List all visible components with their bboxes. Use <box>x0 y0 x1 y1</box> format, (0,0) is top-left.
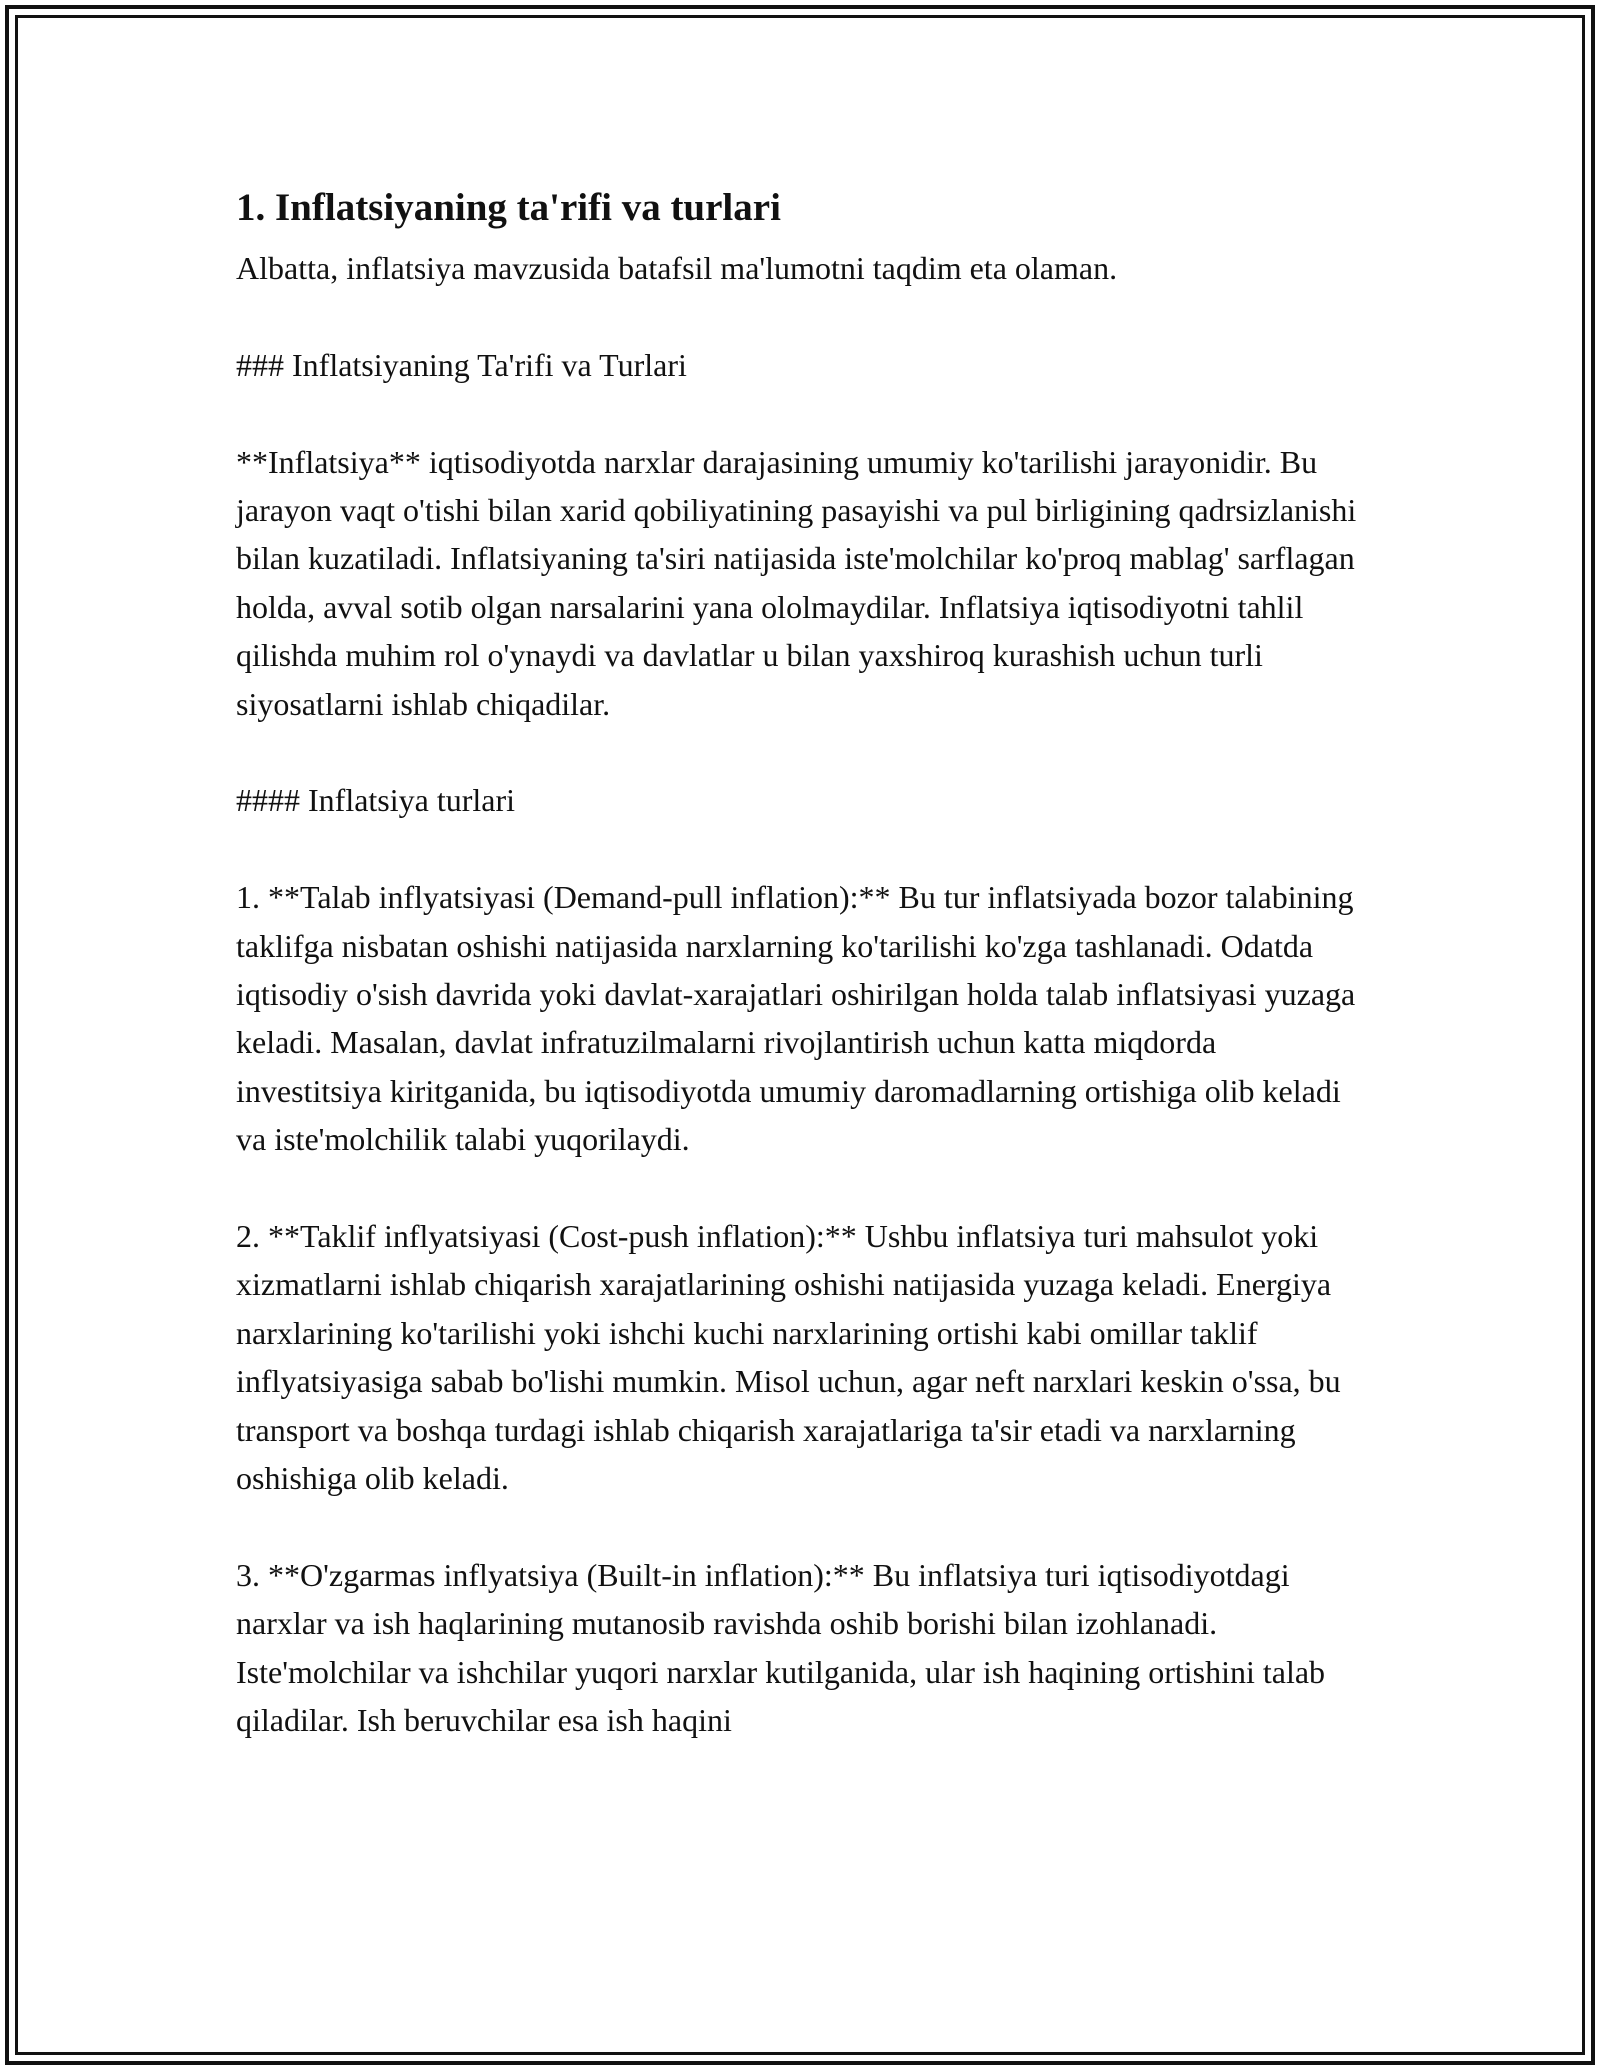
intro-paragraph: Albatta, inflatsiya mavzusida batafsil ma'lumotni taqdim eta olaman. <box>236 250 1118 286</box>
list-item-demand-pull: 1. **Talab inflyatsiyasi (Demand-pull inflation):** Bu tur inflatsiyada bozor talabining taklifga nisbatan oshishi natijasida narxlarning ko'tarilishi ko'zga tashlanadi. Odatda iqtisodiy o'sish davrida yoki davlat-xarajatlari oshirilgan holda talab inflatsiyasi yuzaga keladi. Masalan, davlat infratuzilmalarni rivojlantirish uchun katta miqdorda investitsiya kiritganida, bu iqtisodiyotda umumiy daromadlarning ortishiga olib keladi va iste'molchilik talabi yuqorilaydi. <box>236 879 1356 1158</box>
document-body <box>236 180 1366 1745</box>
document-title: 1. Inflatsiyaning ta'rifi va turlari <box>236 186 781 229</box>
definition-paragraph: **Inflatsiya** iqtisodiyotda narxlar darajasining umumiy ko'tarilishi jarayonidir. Bu jarayon vaqt o'tishi bilan xarid qobiliyatining pasayishi va pul birligining qadrsizlanishi bilan kuzatiladi. Inflatsiyaning ta'siri natijasida iste'molchilar ko'proq mablag' sarflagan holda, avval sotib olgan narsalarini yana ololmaydilar. Inflatsiya iqtisodiyotni tahlil qilishda muhim rol o'ynaydi va davlatlar u bilan yaxshiroq kurashish uchun turli siyosatlarni ishlab chiqadilar. <box>236 443 1357 722</box>
list-item-built-in: 3. **O'zgarmas inflyatsiya (Built-in inflation):** Bu inflatsiya turi iqtisodiyotdagi narxlar va ish haqlarining mutanosib ravishda oshib borishi bilan izohlanadi. Iste'molchilar va ishchilar yuqori narxlar kutilganida, ular ish haqining ortishini talab qiladilar. Ish beruvchilar esa ish haqini <box>236 1556 1326 1739</box>
markdown-heading-definition: ### Inflatsiyaning Ta'rifi va Turlari <box>236 346 687 383</box>
list-item-cost-push: 2. **Taklif inflyatsiyasi (Cost-push inflation):** Ushbu inflatsiya turi mahsulot yoki xizmatlarni ishlab chiqarish xarajatlarining oshishi natijasida yuzaga keladi. Energiya narxlarining ko'tarilishi yoki ishchi kuchi narxlarining ortishi kabi omillar taklif inflyatsiyasiga sabab bo'lishi mumkin. Misol uchun, agar neft narxlari keskin o'ssa, bu transport va boshqa turdagi ishlab chiqarish xarajatlariga ta'sir etadi va narxlarning oshishiga olib keladi. <box>236 1218 1341 1497</box>
markdown-heading-types: #### Inflatsiya turlari <box>236 782 516 819</box>
